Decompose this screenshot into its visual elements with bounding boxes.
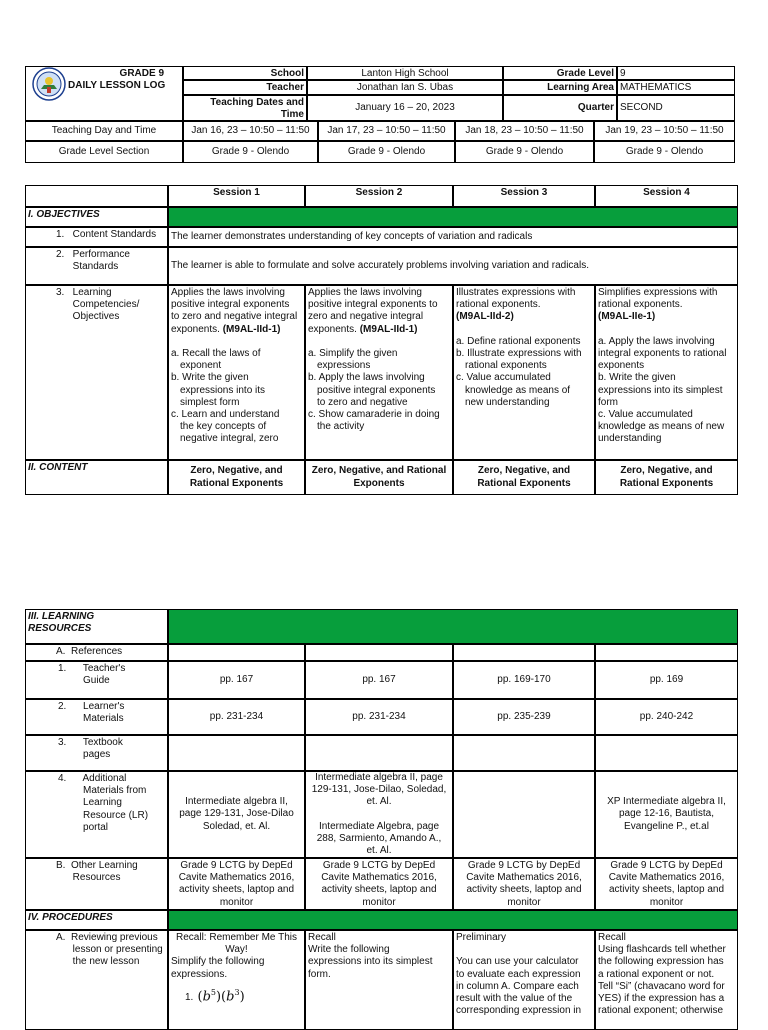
- teaching-dates-label: [183, 95, 307, 121]
- grade-level-section-4: Grade 9 - Olendo: [594, 141, 735, 163]
- additional-materials-session-1-line: page 129-131, Jose-Dilao: [179, 808, 294, 820]
- references-session-2: [305, 644, 453, 661]
- content-session-2-line: Zero, Negative, and Rational: [311, 465, 447, 477]
- other-resources-session-3-line: Grade 9 LCTG by DepEd: [467, 860, 581, 871]
- references-session-4: [595, 644, 738, 661]
- competencies-session-2-line: [308, 336, 450, 348]
- competencies-session-2-line: [308, 299, 450, 311]
- textbook-pages-label-line: pages: [58, 749, 111, 761]
- reviewing-lesson-label-line: lesson or presenting: [56, 944, 163, 956]
- competencies-session-2-text: positive integral exponents to: [308, 299, 438, 311]
- competencies-session-3-text: knowledge as means of: [465, 384, 571, 396]
- textbook-pages-session-2: [305, 735, 453, 771]
- resources-section-label: [25, 609, 168, 644]
- competencies-session-4-line: [598, 397, 735, 409]
- objectives-green-bar: [168, 207, 738, 227]
- competencies-session-2-line: [308, 324, 450, 336]
- competencies-session-3-text: c. Value accumulated: [456, 372, 551, 384]
- additional-materials-session-2-line: Intermediate Algebra, page: [318, 820, 440, 832]
- reviewing-session-4: [595, 930, 738, 1030]
- competencies-session-2-line: [308, 372, 450, 384]
- competencies-session-3-line: [456, 360, 592, 372]
- reviewing-session-4-line: Tell “Si” (chavacano word for: [598, 980, 725, 992]
- grade-level-value: 9: [617, 66, 735, 80]
- competencies-session-2-text: to zero and negative: [317, 396, 408, 408]
- objectives-section-label: I. OBJECTIVES: [25, 207, 168, 227]
- reviewing-session-3-line: in column A. Compare each: [456, 980, 579, 992]
- teachers-guide-session-2-line: pp. 167: [362, 673, 396, 685]
- additional-materials-session-2-line: et. Al.: [366, 844, 392, 856]
- teaching-day-time-label: Teaching Day and Time: [25, 121, 183, 141]
- competencies-session-2-line: [308, 397, 450, 409]
- content-session-3-line: Zero, Negative, and: [477, 465, 571, 477]
- reviewing-session-1-line: expressions.: [171, 968, 228, 980]
- textbook-pages-session-3: [453, 735, 595, 771]
- other-resources-session-1-line: activity sheets, laptop and: [178, 884, 295, 896]
- competencies-session-1-text: exponents.: [171, 323, 223, 335]
- competencies-label-line: Competencies/: [56, 299, 140, 311]
- session-1-header: Session 1: [168, 185, 305, 207]
- reviewing-session-4-line: the following expression has: [598, 956, 724, 968]
- additional-materials-session-2-line: et. Al.: [366, 796, 392, 808]
- learners-materials-label: [25, 699, 168, 735]
- learners-materials-label-line: Materials: [58, 713, 124, 725]
- competencies-session-3-text: b. Illustrate expressions with: [456, 348, 582, 359]
- competencies-session-1-text: the key concepts of: [180, 421, 267, 433]
- competencies-session-4-line: [598, 385, 735, 397]
- reviewing-lesson-label-line: the new lesson: [56, 956, 140, 968]
- content-session-4-line: Rational Exponents: [619, 477, 714, 489]
- reviewing-session-2-line: Write the following: [308, 944, 390, 956]
- teachers-guide-label-line: Guide: [58, 675, 110, 687]
- resources-green-bar: [168, 609, 738, 644]
- additional-materials-session-2-line: Intermediate algebra II, page: [315, 771, 443, 783]
- competencies-session-3-line: [456, 311, 592, 323]
- competencies-session-4-line: [598, 311, 735, 323]
- content-session-2: [305, 460, 453, 495]
- other-resources-session-4-line: monitor: [649, 896, 684, 908]
- session-2-header: Session 2: [305, 185, 453, 207]
- additional-materials-session-2: [305, 771, 453, 858]
- reviewing-lesson-label-line: A. Reviewing previous: [56, 932, 158, 943]
- teaching-day-time-4: Jan 19, 23 – 10:50 – 11:50: [594, 121, 735, 141]
- resources-section-label-line: III. LEARNING: [28, 611, 95, 622]
- learners-materials-session-3-line: pp. 235-239: [497, 710, 551, 722]
- competencies-session-3-line: [456, 324, 592, 336]
- competencies-session-2-text: c. Show camaraderie in doing: [308, 409, 440, 421]
- other-resources-session-1-line: Grade 9 LCTG by DepEd: [180, 860, 293, 871]
- competencies-label: [25, 285, 168, 460]
- additional-materials-session-2-line: 288, Sarmiento, Amando A.,: [316, 832, 442, 844]
- reviewing-session-4-line: Using flashcards tell whether: [598, 944, 726, 956]
- learners-materials-session-4: [595, 699, 738, 735]
- competencies-session-4-line: [598, 360, 735, 372]
- reviewing-session-3: [453, 930, 595, 1030]
- performance-standards-label: [25, 247, 168, 285]
- competencies-session-2-text: the activity: [317, 421, 365, 433]
- other-resources-session-4-line: activity sheets, laptop and: [608, 884, 725, 896]
- procedures-green-bar: [168, 910, 738, 930]
- competency-code: (M9AL-IId-1): [222, 323, 281, 335]
- competencies-session-2-text: Applies the laws involving: [308, 287, 422, 298]
- reviewing-session-3-line: Preliminary: [456, 932, 507, 943]
- content-session-2-line: Exponents: [353, 477, 405, 489]
- other-resources-session-4-line: Cavite Mathematics 2016,: [608, 872, 725, 884]
- other-resources-session-4-line: Grade 9 LCTG by DepEd: [610, 860, 723, 871]
- other-resources-session-2-line: monitor: [362, 896, 396, 908]
- competencies-session-2-line: [308, 311, 450, 323]
- competencies-session-4-line: [598, 421, 735, 433]
- competencies-session-1-line: [171, 433, 302, 445]
- math-base-1: b: [202, 989, 211, 1005]
- competencies-session-4: [595, 285, 738, 460]
- additional-materials-label-line: 4. Additional: [58, 773, 127, 784]
- grade-level-section-label: Grade Level Section: [25, 141, 183, 163]
- competencies-session-4-text: form: [598, 396, 618, 408]
- competencies-session-4-line: [598, 409, 735, 421]
- performance-standards-label-line: 2. Performance: [56, 249, 130, 260]
- competencies-session-1-line: [171, 336, 302, 348]
- content-standards-label-line: 1. Content Standards: [56, 229, 157, 240]
- teachers-guide-session-3-line: pp. 169-170: [497, 673, 551, 685]
- learning-area-value: MATHEMATICS: [617, 80, 735, 95]
- teacher-value: Jonathan Ian S. Ubas: [307, 80, 503, 95]
- other-resources-session-2-line: Grade 9 LCTG by DepEd: [322, 860, 436, 871]
- teachers-guide-session-3: [453, 661, 595, 699]
- teachers-guide-session-2: [305, 661, 453, 699]
- competencies-session-1-text: expressions into its: [180, 384, 266, 396]
- competencies-session-2-text: positive integral exponents: [317, 384, 436, 396]
- reviewing-session-2: [305, 930, 453, 1030]
- competencies-session-3-line: [456, 372, 592, 384]
- teachers-guide-session-1: [168, 661, 305, 699]
- additional-materials-session-4-line: Evangeline P., et.al: [624, 820, 709, 832]
- competencies-session-3-text: rational exponents.: [456, 299, 541, 311]
- reviewing-session-3-line: to evaluate each expression: [456, 968, 581, 980]
- references-session-3: [453, 644, 595, 661]
- grade-level-section-3: Grade 9 - Olendo: [455, 141, 594, 163]
- competencies-session-3-text: rational exponents: [465, 360, 547, 372]
- teachers-guide-label-line: 1. Teacher's: [58, 663, 126, 674]
- competencies-session-3-line: [456, 385, 592, 397]
- reviewing-session-3-line: corresponding expression in: [456, 1005, 582, 1017]
- grade-title: GRADE 9: [119, 68, 164, 79]
- competencies-session-4-line: [598, 348, 735, 360]
- grade-level-section-2: Grade 9 - Olendo: [318, 141, 455, 163]
- content-standards-label: [25, 227, 168, 247]
- competency-code: (M9AL-IIe-1): [598, 311, 656, 323]
- math-expression-1: 1. $(b^5)(b^3)$: [185, 987, 245, 1005]
- competencies-session-1-line: [171, 385, 302, 397]
- other-resources-label: [25, 858, 168, 910]
- references-session-1: [168, 644, 305, 661]
- competencies-session-3-text: Illustrates expressions with: [456, 287, 576, 298]
- competencies-session-4-line: [598, 336, 735, 348]
- other-resources-session-3-line: Cavite Mathematics 2016,: [466, 872, 582, 884]
- additional-materials-label-line: portal: [58, 821, 109, 833]
- competencies-session-4-text: rational exponents.: [598, 299, 683, 311]
- learners-materials-session-3: [453, 699, 595, 735]
- reviewing-session-2-line: Recall: [308, 932, 336, 943]
- other-resources-session-2-line: activity sheets, laptop and: [321, 884, 437, 896]
- competencies-session-4-line: [598, 372, 735, 384]
- competencies-session-3-text: new understanding: [465, 396, 550, 408]
- reviewing-session-4-line: rational exponent; otherwise: [598, 1005, 724, 1017]
- competencies-session-1-line: [171, 299, 302, 311]
- competencies-session-4-line: [598, 324, 735, 336]
- learning-area-label: Learning Area: [503, 80, 617, 95]
- grade-level-section-1: Grade 9 - Olendo: [183, 141, 318, 163]
- content-session-3-line: Rational Exponents: [477, 477, 571, 489]
- competencies-session-2-text: a. Simplify the given: [308, 348, 398, 359]
- textbook-pages-session-1: [168, 735, 305, 771]
- procedures-section-label: IV. PROCEDURES: [25, 910, 168, 930]
- other-resources-session-2: [305, 858, 453, 910]
- learners-materials-session-4-line: pp. 240-242: [639, 710, 694, 722]
- competencies-session-1-text: b. Write the given: [171, 372, 249, 384]
- additional-materials-session-1-line: Intermediate algebra II,: [185, 796, 288, 808]
- content-session-4: [595, 460, 738, 495]
- content-session-1-line: Zero, Negative, and: [190, 465, 283, 477]
- competencies-session-2-text: exponents.: [308, 323, 360, 335]
- competencies-session-4-text: b. Write the given: [598, 372, 676, 384]
- other-resources-session-2-line: Cavite Mathematics 2016,: [321, 872, 437, 884]
- other-resources-session-1: [168, 858, 305, 910]
- reviewing-session-2-line: expressions into its simplest: [308, 956, 433, 968]
- competencies-session-4-text: a. Apply the laws involving: [598, 335, 715, 347]
- other-resources-session-3: [453, 858, 595, 910]
- reviewing-session-4-line: a rational exponent or not.: [598, 968, 715, 980]
- competencies-session-1-line: [171, 421, 302, 433]
- competencies-label-line: 3. Learning: [56, 287, 112, 298]
- additional-materials-session-4: [595, 771, 738, 858]
- competencies-session-3-line: [456, 287, 592, 299]
- competencies-session-1-line: [171, 409, 302, 421]
- competencies-session-1-text: exponent: [180, 360, 222, 372]
- grade-level-label: Grade Level: [503, 66, 617, 80]
- session-4-header: Session 4: [595, 185, 738, 207]
- teaching-day-time-3: Jan 18, 23 – 10:50 – 11:50: [455, 121, 594, 141]
- additional-materials-session-1: [168, 771, 305, 858]
- teachers-guide-session-1-line: pp. 167: [219, 673, 254, 685]
- competencies-session-3: [453, 285, 595, 460]
- other-resources-session-4: [595, 858, 738, 910]
- competencies-session-2-line: [308, 348, 450, 360]
- additional-materials-label: [25, 771, 168, 858]
- competencies-session-1-text: negative integral, zero: [180, 433, 279, 445]
- dates-label-1: Teaching Dates and: [210, 97, 304, 108]
- additional-materials-label-line: Learning: [58, 797, 122, 809]
- competencies-session-3-line: [456, 336, 592, 348]
- learners-materials-session-1: [168, 699, 305, 735]
- reviewing-session-1-line: Simplify the following: [171, 956, 265, 968]
- competencies-session-1-text: positive integral exponents: [171, 299, 290, 311]
- competencies-session-1-line: [171, 372, 302, 384]
- session-3-header: Session 3: [453, 185, 595, 207]
- school-label: School: [183, 66, 307, 80]
- competencies-session-4-text: integral exponents to rational: [598, 348, 727, 359]
- other-resources-session-1-line: Cavite Mathematics 2016,: [178, 872, 295, 884]
- competencies-session-1-line: [171, 287, 302, 299]
- math-base-2: b: [226, 989, 235, 1005]
- competencies-session-1-line: [171, 397, 302, 409]
- additional-materials-session-2-line: [308, 808, 450, 820]
- other-resources-session-1-line: monitor: [219, 896, 254, 908]
- reviewing-session-3-line: You can use your calculator: [456, 956, 579, 968]
- competencies-session-4-line: [598, 433, 735, 445]
- competencies-session-1: [168, 285, 305, 460]
- competencies-session-1-text: to zero and negative integral: [171, 311, 298, 323]
- references-label: [25, 644, 168, 661]
- additional-materials-session-4-line: XP Intermediate algebra II,: [607, 796, 726, 808]
- reviewing-session-3-line: result with the value of the: [456, 993, 573, 1004]
- performance-standards-label-line: Standards: [56, 261, 119, 273]
- session-header-blank: [25, 185, 168, 207]
- quarter-value: SECOND: [617, 95, 735, 121]
- competency-code: (M9AL-IId-2): [456, 311, 514, 323]
- teaching-day-time-2: Jan 17, 23 – 10:50 – 11:50: [318, 121, 455, 141]
- teachers-guide-session-4-line: pp. 169: [649, 673, 684, 685]
- math-item-number: 1.: [185, 992, 194, 1004]
- competencies-session-2: [305, 285, 453, 460]
- math-exp-2: 3: [234, 987, 240, 997]
- competencies-session-3-line: [456, 348, 592, 360]
- competencies-session-4-text: Simplifies expressions with: [598, 287, 718, 298]
- competency-code: (M9AL-IId-1): [359, 323, 418, 335]
- reviewing-session-1: [168, 930, 305, 1030]
- competencies-session-4-text: c. Value accumulated: [598, 409, 693, 421]
- reviewing-session-1-line: Recall: Remember Me This: [176, 932, 297, 943]
- competencies-session-3-line: [456, 299, 592, 311]
- competencies-session-2-text: b. Apply the laws involving: [308, 372, 425, 384]
- competencies-session-1-text: c. Learn and understand: [171, 409, 280, 421]
- other-resources-session-3-line: monitor: [507, 896, 541, 908]
- content-standards-value: The learner demonstrates understanding of key concepts of variation and radicals: [168, 227, 738, 247]
- daily-lesson-log-title: DAILY LESSON LOG: [68, 80, 166, 92]
- additional-materials-label-line: Materials from: [58, 785, 147, 797]
- math-exp-1: 5: [210, 987, 216, 997]
- teacher-label: Teacher: [183, 80, 307, 95]
- competencies-session-4-line: [598, 299, 735, 311]
- competencies-session-4-text: knowledge as means of new: [598, 421, 725, 433]
- content-session-1: [168, 460, 305, 495]
- competencies-session-1-line: [171, 360, 302, 372]
- competencies-session-3-line: [456, 397, 592, 409]
- competencies-session-1-text: a. Recall the laws of: [171, 348, 261, 359]
- content-session-1-line: Rational Exponents: [189, 477, 284, 489]
- learners-materials-session-2: [305, 699, 453, 735]
- competencies-session-2-text: zero and negative integral: [308, 311, 424, 323]
- other-resources-session-3-line: activity sheets, laptop and: [466, 884, 582, 896]
- reviewing-lesson-label: [25, 930, 168, 1030]
- other-resources-label-line: Resources: [56, 872, 121, 884]
- teaching-day-time-1: Jan 16, 23 – 10:50 – 11:50: [183, 121, 318, 141]
- competencies-label-line: Objectives: [56, 311, 120, 323]
- textbook-pages-session-4: [595, 735, 738, 771]
- performance-standards-value: The learner is able to formulate and solve accurately problems involving variation and radicals.: [168, 247, 738, 285]
- learners-materials-session-2-line: pp. 231-234: [352, 710, 406, 722]
- reviewing-session-3-line: [456, 944, 592, 956]
- competencies-session-1-line: [171, 324, 302, 336]
- additional-materials-label-line: Resource (LR): [58, 809, 149, 821]
- competencies-session-4-text: expressions into its simplest: [598, 384, 723, 396]
- learners-materials-label-line: 2. Learner's: [58, 701, 125, 712]
- competencies-session-3-text: a. Define rational exponents: [456, 335, 581, 347]
- reviewing-session-2-line: form.: [308, 968, 331, 980]
- competencies-session-4-text: understanding: [598, 433, 662, 445]
- competencies-session-2-line: [308, 421, 450, 433]
- other-resources-label-line: B. Other Learning: [56, 860, 138, 871]
- references-label-line: A. References: [56, 646, 123, 657]
- competencies-session-2-line: [308, 409, 450, 421]
- competencies-session-2-text: expressions: [317, 360, 371, 372]
- competencies-session-1-text: Applies the laws involving: [171, 287, 285, 298]
- content-session-4-line: Zero, Negative, and: [620, 465, 713, 477]
- quarter-label: Quarter: [503, 95, 617, 121]
- competencies-session-4-text: exponents: [598, 360, 645, 372]
- content-section-label: II. CONTENT: [25, 460, 168, 495]
- teaching-dates-value: January 16 – 20, 2023: [307, 95, 503, 121]
- competencies-session-4-line: [598, 287, 735, 299]
- teachers-guide-session-4: [595, 661, 738, 699]
- resources-section-label-line: RESOURCES: [28, 623, 92, 635]
- teachers-guide-label: [25, 661, 168, 699]
- dates-label-2: Time: [280, 109, 304, 121]
- additional-materials-session-2-line: 129-131, Jose-Dilao, Soledad,: [311, 784, 447, 796]
- competencies-session-2-line: [308, 360, 450, 372]
- textbook-pages-label: [25, 735, 168, 771]
- reviewing-session-4-line: YES) if the expression has a: [598, 993, 725, 1005]
- additional-materials-session-4-line: page 12-16, Bautista,: [618, 808, 715, 820]
- additional-materials-session-3: [453, 771, 595, 858]
- additional-materials-session-1-line: Soledad, et. Al.: [202, 820, 271, 832]
- school-value: Lanton High School: [307, 66, 503, 80]
- reviewing-session-4-line: Recall: [598, 932, 626, 943]
- reviewing-session-1-line: Way!: [225, 944, 248, 956]
- competencies-session-2-line: [308, 287, 450, 299]
- competencies-session-2-line: [308, 385, 450, 397]
- textbook-pages-label-line: 3. Textbook: [58, 737, 123, 748]
- content-session-3: [453, 460, 595, 495]
- header-title-cell: [25, 66, 183, 121]
- competencies-session-1-line: [171, 311, 302, 323]
- learners-materials-session-1-line: pp. 231-234: [209, 710, 264, 722]
- competencies-session-1-text: simplest form: [180, 396, 240, 408]
- competencies-session-1-line: [171, 348, 302, 360]
